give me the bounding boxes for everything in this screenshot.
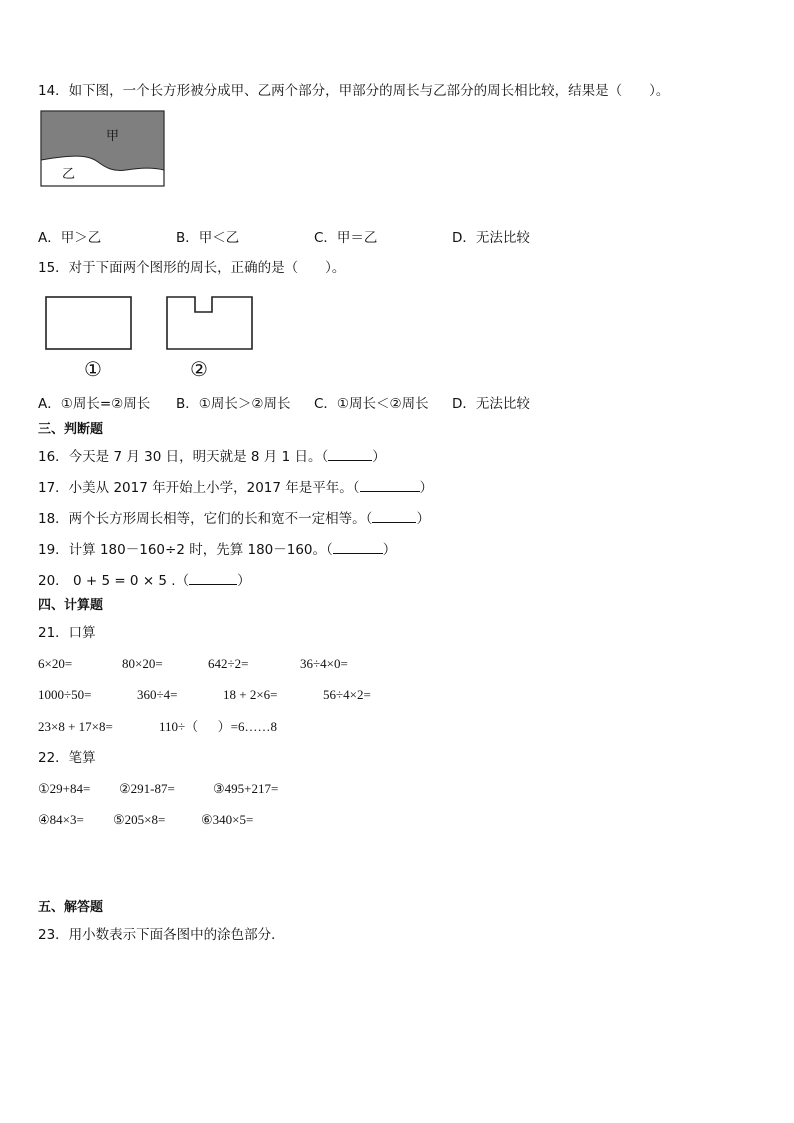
q14-option-b: B．甲＜乙 (176, 230, 240, 246)
q21-item: 6×20= (38, 656, 73, 671)
q15-shape-1 (46, 297, 131, 349)
section-4-title: 四、计算题 (38, 598, 104, 613)
q21-title: 21．口算 (38, 625, 96, 641)
q15-option-b: B．①周长＞②周长 (176, 396, 291, 412)
q22-item: ③495+217= (213, 781, 279, 796)
q22-item: ②291-87= (119, 781, 175, 796)
q20-statement: 20． 0 + 5 = 0 × 5 .（ ） (38, 573, 251, 589)
q15-shape-2 (167, 297, 252, 349)
q14-option-d: D．无法比较 (452, 230, 530, 246)
q22-title: 22．笔算 (38, 750, 96, 766)
q21-item: 23×8 + 17×8= (38, 719, 113, 734)
q22-item: ⑤205×8= (113, 812, 166, 827)
q21-item: 36÷4×0= (300, 656, 348, 671)
section-5-title: 五、解答题 (38, 900, 104, 915)
q15-figure (40, 292, 260, 384)
q18-answer-blank[interactable] (372, 509, 416, 523)
q17-statement: 17．小美从 2017 年开始上小学，2017 年是平年。（ ） (38, 480, 434, 496)
q14-figure (40, 110, 166, 188)
q14-option-c: C．甲＝乙 (314, 230, 378, 246)
q15-label-1: ① (84, 357, 102, 381)
q17-answer-blank[interactable] (360, 478, 420, 492)
q22-item: ⑥340×5= (201, 812, 254, 827)
q15-option-c: C．①周长＜②周长 (314, 396, 429, 412)
q21-item: 110÷（ ）=6……8 (159, 719, 277, 734)
q16-answer-blank[interactable] (328, 447, 372, 461)
q15-stem: 15．对于下面两个图形的周长，正确的是（ ）。 (38, 260, 346, 276)
q19-answer-blank[interactable] (333, 540, 383, 554)
q16-statement: 16．今天是 7 月 30 日，明天就是 8 月 1 日。（ ） (38, 449, 386, 465)
q18-statement: 18．两个长方形周长相等，它们的长和宽不一定相等。（ ） (38, 511, 430, 527)
q21-item: 360÷4= (137, 687, 178, 702)
section-3-title: 三、判断题 (38, 422, 104, 437)
q21-item: 56÷4×2= (323, 687, 371, 702)
q14-label-jia: 甲 (106, 129, 120, 144)
q21-item: 80×20= (122, 656, 163, 671)
q15-label-2: ② (190, 357, 208, 381)
q21-item: 18 + 2×6= (223, 687, 278, 702)
q22-item: ④84×3= (38, 812, 84, 827)
q21-item: 642÷2= (208, 656, 249, 671)
q15-option-d: D．无法比较 (452, 396, 530, 412)
q14-option-a: A．甲＞乙 (38, 230, 102, 246)
q21-item: 1000÷50= (38, 687, 92, 702)
q14-stem: 14．如下图，一个长方形被分成甲、乙两个部分，甲部分的周长与乙部分的周长相比较，结果是（ ）。 (38, 83, 670, 99)
q20-answer-blank[interactable] (189, 571, 237, 585)
q19-statement: 19．计算 180－160÷2 时，先算 180－160。（ ） (38, 542, 397, 558)
q15-option-a: A．①周长=②周长 (38, 396, 151, 412)
q22-item: ①29+84= (38, 781, 91, 796)
q14-label-yi: 乙 (62, 167, 76, 182)
q23-stem: 23．用小数表示下面各图中的涂色部分． (38, 927, 285, 943)
